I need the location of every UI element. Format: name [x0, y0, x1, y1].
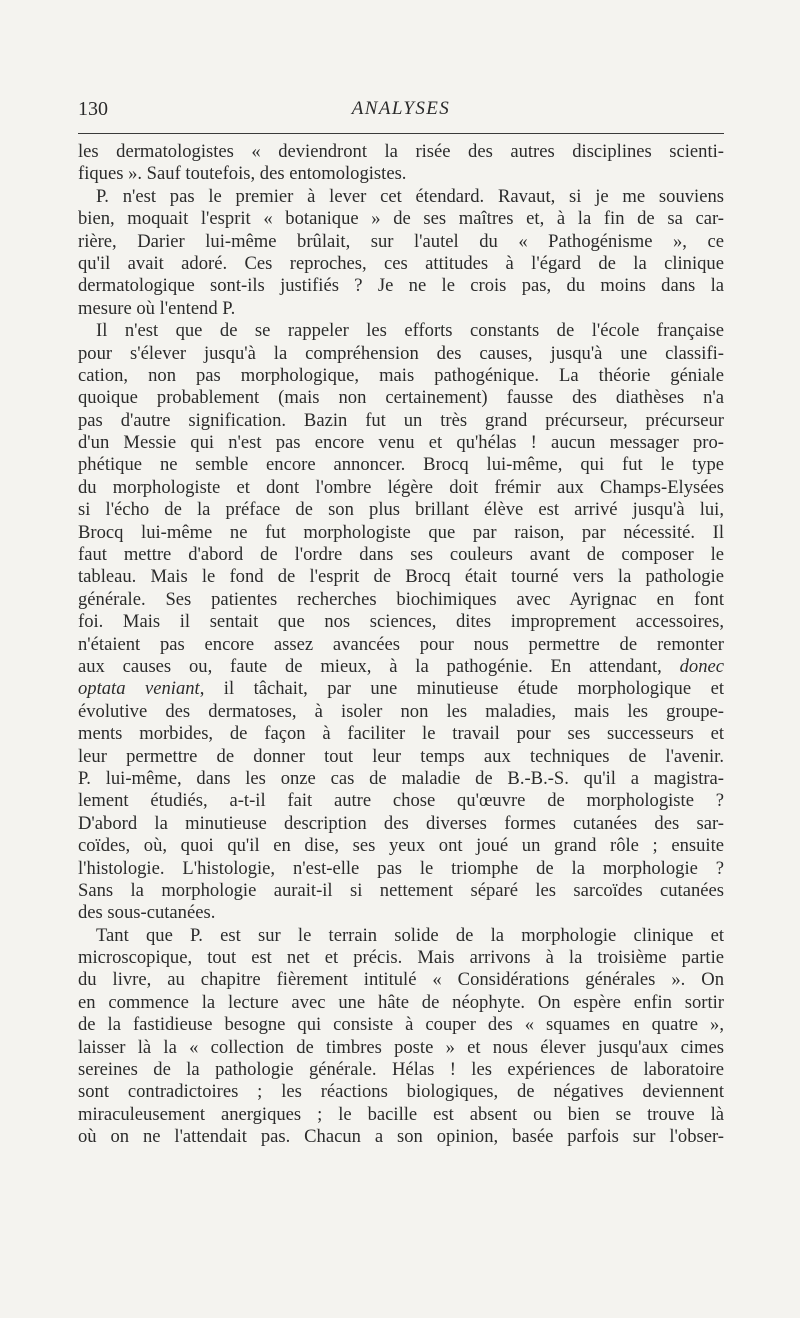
text-segment: , il tâchait, par une minutieuse étude morphologique et	[199, 678, 724, 700]
text-line: pas d'autre signification. Bazin fut un très grand précurseur, précurseur	[78, 409, 724, 431]
page-number: 130	[78, 98, 108, 120]
text-line: lement étudiés, a-t-il fait autre chose qu'œuvre de morphologiste ?	[78, 790, 724, 812]
text-line: microscopique, tout est net et précis. Mais arrivons à la troisième partie	[78, 947, 724, 969]
text-line-italic-start	[78, 678, 724, 700]
text-line: du morphologiste et dont l'ombre légère doit frémir aux Champs-Elysées	[78, 476, 724, 498]
body-text	[78, 141, 724, 1149]
text-segment: aux causes ou, faute de mieux, à la pathogénie. En attendant,	[78, 655, 662, 677]
text-line: dermatologique sont-ils justifiés ? Je ne le crois pas, du moins dans la	[78, 275, 724, 297]
text-line: Sans la morphologie aurait-il si nettement séparé les sarcoïdes cutanées	[78, 879, 724, 901]
paragraph-start-line: Tant que P. est sur le terrain solide de la morphologie clinique et	[96, 924, 724, 946]
text-line: sont contradictoires ; les réactions biologiques, de négatives deviennent	[78, 1081, 724, 1103]
text-line: l'histologie. L'histologie, n'est-elle pas le triomphe de la morphologie ?	[78, 857, 724, 879]
text-line: laisser là la « collection de timbres poste » et nous élever jusqu'aux cimes	[78, 1036, 724, 1058]
text-line: les dermatologistes « deviendront la risée des autres disciplines scienti-	[78, 141, 724, 162]
text-line: en commence la lecture avec une hâte de néophyte. On espère enfin sortir	[78, 991, 724, 1013]
italic-phrase-text: optata veniant	[78, 678, 200, 700]
text-line: foi. Mais il sentait que nos sciences, dites improprement accessoires,	[78, 611, 724, 633]
text-line: tableau. Mais le fond de l'esprit de Brocq était tourné vers la pathologie	[78, 566, 724, 588]
header-rule	[78, 133, 724, 134]
text-line: d'un Messie qui n'est pas encore venu et qu'hélas ! aucun messager pro-	[78, 432, 724, 454]
text-line: sereines de la pathologie générale. Hélas ! les expériences de laboratoire	[78, 1059, 724, 1081]
text-line: générale. Ses patientes recherches biochimiques avec Ayrignac en font	[78, 588, 724, 610]
text-line: faut mettre d'abord de l'ordre dans ses couleurs avant de composer le	[78, 544, 724, 566]
running-title: ANALYSES	[351, 98, 451, 119]
text-line: phétique ne semble encore annoncer. Brocq lui-même, qui fut le type	[78, 454, 724, 476]
italic-phrase-continued	[78, 678, 724, 699]
text-line: miraculeusement anergiques ; le bacille est absent ou bien se trouve là	[78, 1103, 724, 1125]
text-line: pour s'élever jusqu'à la compréhension des causes, jusqu'à une classifi-	[78, 342, 724, 364]
text-line: où on ne l'attendait pas. Chacun a son opinion, basée parfois sur l'obser-	[78, 1126, 724, 1148]
text-line: Brocq lui-même ne fut morphologiste que par raison, par nécessité. Il	[78, 521, 724, 543]
paragraph-start-line: P. n'est pas le premier à lever cet étendard. Ravaut, si je me souviens	[96, 185, 724, 207]
text-line: coïdes, où, quoi qu'il en dise, ses yeux ont joué un grand rôle ; ensuite	[78, 835, 724, 857]
text-line: n'étaient pas encore assez avancées pour nous permettre de remonter	[78, 633, 724, 655]
text-line: si l'écho de la préface de son plus brillant élève est arrivé jusqu'à lui,	[78, 499, 724, 521]
text-line: du livre, au chapitre fièrement intitulé « Considérations générales ». On	[78, 969, 724, 991]
text-line: quoique probablement (mais non certainement) fausse des diathèses n'a	[78, 387, 724, 409]
text-line-with-italic	[78, 656, 724, 678]
text-line: cation, non pas morphologique, mais pathogénique. La théorie géniale	[78, 364, 724, 386]
text-line: de la fastidieuse besogne qui consiste à couper des « squames en quatre »,	[78, 1014, 724, 1036]
text-line: ments morbides, de façon à faciliter le travail pour ses successeurs et	[78, 723, 724, 745]
text-line: bien, moquait l'esprit « botanique » de ses maîtres et, à la fin de sa car-	[78, 208, 724, 230]
text-line: fiques ». Sauf toutefois, des entomologistes.	[78, 163, 407, 185]
text-line: leur permettre de donner tout leur temps aux techniques de l'avenir.	[78, 745, 724, 767]
text-line: qu'il avait adoré. Ces reproches, ces attitudes à l'égard de la clinique	[78, 252, 724, 274]
italic-phrase: donec	[679, 655, 725, 677]
text-line: des sous-cutanées.	[78, 902, 216, 924]
page-header	[78, 98, 724, 126]
text-line: rière, Darier lui-même brûlait, sur l'autel du « Pathogénisme », ce	[78, 230, 724, 252]
text-line: évolutive des dermatoses, à isoler non les maladies, mais les groupe-	[78, 700, 724, 722]
paragraph-start-line: Il n'est que de se rappeler les efforts constants de l'école française	[96, 320, 724, 342]
text-line: D'abord la minutieuse description des diverses formes cutanées des sar-	[78, 812, 724, 834]
text-line: mesure où l'entend P.	[78, 297, 236, 319]
text-line: P. lui-même, dans les onze cas de maladie de B.-B.-S. qu'il a magistra-	[78, 767, 724, 789]
